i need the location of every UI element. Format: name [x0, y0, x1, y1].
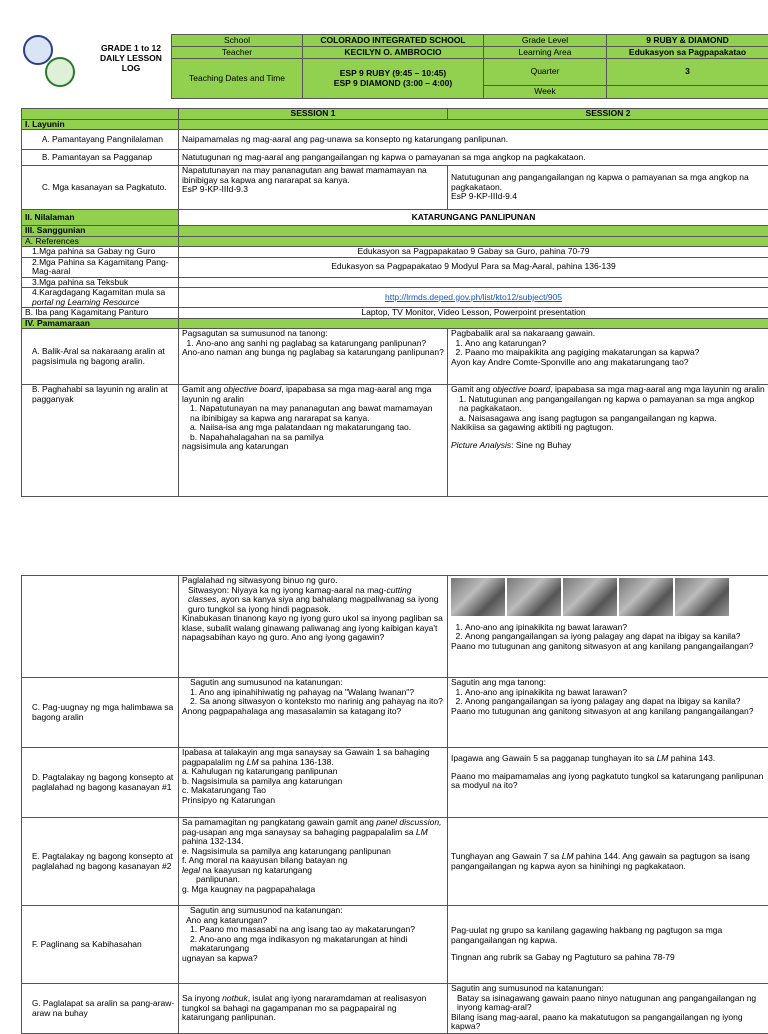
pamamaraan-b-session2: Gamit ang objective board, ipapabasa sa mga mag-aaral ang mga layunin ng aralin 1. Natutugunan ang pangangailangan ng kapwa o pamayanan sa mga angkop na pagkakataon. a. Naisasagawa ang isang pagtugon sa pangangailangan ng kapwa. Nakikiisa sa gagawing aktibiti ng pagtugon. Picture Analysis: Sine ng Buhay	[448, 385, 768, 497]
school-value: COLORADO INTEGRATED SCHOOL	[303, 35, 484, 47]
step-e-session1: Sa pamamagitan ng pangkatang gawain gamit ang panel discussion, pag-usapan ang mga sanaysay sa bahaging pagpapalalim sa LM pahina 132-134. e. Nagsisimula sa pamilya ang katarungang panlipunan f. Ang moral na kaayusan bilang batayan ng legal na kaayusan ng katarungang panlipunan. g. Mga kaugnay na pagpapahalaga	[179, 818, 448, 906]
layunin-c-session2: Natutugunan ang pangangailangan ng kapwa o pamayanan sa mga angkop na pagkakataon. EsP 9-KP-IIId-9.4	[448, 166, 768, 210]
dates-value: ESP 9 RUBY (9:45 – 10:45) ESP 9 DIAMOND (3:00 – 4:00)	[303, 59, 484, 99]
ref4-value	[179, 288, 768, 308]
deped-seal-icon	[23, 35, 53, 65]
lesson-table-page2	[21, 575, 768, 1034]
school-label: School	[172, 35, 303, 47]
logo-cell	[21, 35, 172, 99]
step-f-session2: Pag-uulat ng grupo sa kanilang gagawing hakbang ng pagtugon sa mga pangangailangan ng kapwa. Tingnan ang rubrik sa Gabay ng Pagtuturo sa pahina 78-79	[448, 906, 768, 984]
pamamaraan-a-session2: Pagbabalik aral sa nakaraang gawain. 1. Ano ang katarungan? 2. Paano mo maipakikita ang pagiging makatarungan sa kapwa? Ayon kay Andre Comte-Sponville ano ang makatarungang tao?	[448, 329, 768, 385]
nilalaman-label: II. Nilalaman	[22, 210, 179, 226]
layunin-a-label: A. Pamantayang Pangnilalaman	[22, 130, 179, 150]
references-label: A. References	[22, 236, 179, 247]
photo-1-icon	[451, 578, 505, 616]
teacher-label: Teacher	[172, 47, 303, 59]
grade-value: 9 RUBY & DIAMOND	[607, 35, 768, 47]
layunin-c-session1: Napatutunayan na may pananagutan ang bawat mamamayan na ibinibigay sa kapwa ang nararapat sa kanya. EsP 9-KP-IIId-9.3	[179, 166, 448, 210]
step-g-session2: Sagutin ang sumusunod na katanungan: Batay sa isinagawang gawain paano ninyo natugunan ang pangangailangan ng inyong kamag-aral? Bilang isang mag-aaral, paano ka makatutugon sa pangangailangan ng iyong kapwa?	[448, 984, 768, 1034]
ref2-value: Edukasyon sa Pagpapakatao 9 Modyul Para sa Mag-Aaral, pahina 136-139	[179, 257, 768, 277]
photo-5-icon	[675, 578, 729, 616]
step-c-session1: Sagutin ang sumusunod na katanungan: 1. Ano ang ipinahihiwatig ng pahayag na "Walang Iwanan"? 2. Sa anong sitwasyon o konteksto mo narinig ang pahayag na ito? Anong pagpapahalaga ang masasalamin sa katagang ito?	[179, 678, 448, 748]
nilalaman-value: KATARUNGANG PANLIPUNAN	[179, 210, 768, 226]
dll-title-line2: DAILY LESSON LOG	[100, 53, 162, 73]
photo-2-icon	[507, 578, 561, 616]
header-table	[21, 34, 768, 99]
teacher-value: KECILYN O. AMBROCIO	[303, 47, 484, 59]
area-label: Learning Area	[484, 47, 607, 59]
ref3-label: 3.Mga pahina sa Teksbuk	[22, 277, 179, 288]
step-c-session2: Sagutin ang mga tanong: 1. Ano-ano ang ipinakikita ng bawat larawan? 2. Anong pangangailangan sa iyong palagay ang dapat na ibigay sa kanila? Paano mo tutugunan ang ganitong sitwasyon at ang kanilang pangangailangan?	[448, 678, 768, 748]
session1-header: SESSION 1	[179, 109, 448, 120]
step-d-session2: Ipagawa ang Gawain 5 sa pagganap tunghayan ito sa LM pahina 143. Paano mo maipamamalas ang iyong pagkatuto tungkol sa katarungang panlipunan sa modyul na ito?	[448, 748, 768, 818]
pamamaraan-label: IV. Pamamaraan	[22, 318, 179, 329]
layunin-b-label: B. Pamantayan sa Pagganap	[22, 150, 179, 166]
step-e-label: E. Pagtalakay ng bagong konsepto at paglalahad ng bagong kasanayan #2	[22, 818, 179, 906]
grade-label: Grade Level	[484, 35, 607, 47]
step-e-session2: Tunghayan ang Gawain 7 sa LM pahina 144. Ang gawain sa pagtugon sa isang pangangailangan ng kapwa ayon sa hinihingi ng pagkakataon.	[448, 818, 768, 906]
quarter-value: 3	[607, 59, 768, 86]
cont-session2: 1. Ano-ano ang ipinakikita ng bawat larawan? 2. Anong pangangailangan sa iyong palagay ang dapat na ibigay sa kanila? Paano mo tutugunan ang ganitong sitwasyon at ang kanilang pangangailangan?	[448, 576, 768, 678]
lesson-table-page1	[21, 108, 768, 497]
step-d-session1: Ipabasa at talakayin ang mga sanaysay sa Gawain 1 sa bahaging pagpapalalim ng LM sa pahina 136-138. a. Kahulugan ng katarungang panlipunan b. Nagsisimula sa pamilya ang katarungan c. Makatarungang Tao Prinsipyo ng Katarungan	[179, 748, 448, 818]
ref-b-value: Laptop, TV Monitor, Video Lesson, Powerpoint presentation	[179, 308, 768, 319]
photo-3-icon	[563, 578, 617, 616]
week-value	[607, 86, 768, 99]
ref1-value: Edukasyon sa Pagpapakatao 9 Gabay sa Guro, pahina 70-79	[179, 247, 768, 258]
step-f-label: F. Paglinang sa Kabihasahan	[22, 906, 179, 984]
dates-label: Teaching Dates and Time	[172, 59, 303, 99]
step-c-label: C. Pag-uugnay ng mga halimbawa sa bagong aralin	[22, 678, 179, 748]
photo-4-icon	[619, 578, 673, 616]
school-seal-icon	[45, 57, 75, 87]
step-g-label: G. Paglalapat sa aralin sa pang-araw-araw na buhay	[22, 984, 179, 1034]
pamamaraan-b-label: B. Paghahabi sa layunin ng aralin at pagganyak	[22, 385, 179, 497]
pamamaraan-a-session1: Pagsagutan sa sumusunod na tanong: 1. Ano-ano ang sanhi ng paglabag sa katarungang panlipunan? Ano-ano naman ang bunga ng paglabag sa katarungang panlipunan?	[179, 329, 448, 385]
step-f-session1: Sagutin ang sumusunod na katanungan: Ano ang katarungan? 1. Paano mo masasabi na ang isang tao ay makatarungan? 2. Ano-ano ang mga indikasyon ng makatarungan at hindi makatarungang ugnayan sa kapwa?	[179, 906, 448, 984]
dll-title-line1: GRADE 1 to 12	[101, 43, 161, 53]
pamamaraan-a-label: A. Balik-Aral sa nakaraang aralin at pagsisimula ng bagong aralin.	[22, 329, 179, 385]
quarter-label: Quarter	[484, 59, 607, 86]
lrmds-link[interactable]: http://lrmds.deped.gov.ph/list/kto12/subject/905	[385, 292, 562, 302]
ref3-value	[179, 277, 768, 288]
layunin-c-label: C. Mga kasanayan sa Pagkatuto.	[22, 166, 179, 210]
cont-session1: Paglalahad ng sitwasyong binuo ng guro. Sitwasyon: Niyaya ka ng iyong kamag-aaral na mag-cutting classes, ayon sa kanya siya ang bahalang magpaliwanag sa iyong guro tungkol sa iyong hindi pagpasok. Kinabukasan tinanong kayo ng iyong guro ukol sa inyong pagliban sa klase, subalit walang ginawang paliwanag ang iyong kaibigan kaya't napagsabihan kayo ng guro. Ano ang iyong gagawin?	[179, 576, 448, 678]
area-value: Edukasyon sa Pagpapakatao	[607, 47, 768, 59]
layunin-label: I. Layunin	[22, 119, 179, 130]
step-d-label: D. Pagtalakay ng bagong konsepto at paglalahad ng bagong kasanayan #1	[22, 748, 179, 818]
ref4-label: 4.Karagdagang Kagamitan mula sa portal ng Learning Resource	[22, 288, 179, 308]
pamamaraan-b-session1: Gamit ang objective board, ipapabasa sa mga mag-aaral ang mga layunin ng aralin 1. Napatutunayan na may pananagutan ang bawat mamamayan na ibinibigay sa kapwa ang nararapat sa kanya. a. Naiisa-isa ang mga palatandaan ng makatarungang tao. b. Napahahalagahan na sa pamilya nagsisimula ang katarungan	[179, 385, 448, 497]
session2-header: SESSION 2	[448, 109, 768, 120]
layunin-a-text: Naipamamalas ng mag-aaral ang pag-unawa sa konsepto ng katarungang panlipunan.	[179, 130, 768, 150]
ref1-label: 1.Mga pahina sa Gabay ng Guro	[22, 247, 179, 258]
ref-b-label: B. Iba pang Kagamitang Panturo	[22, 308, 179, 319]
week-label: Week	[484, 86, 607, 99]
step-g-session1: Sa inyong notbuk, isulat ang iyong nararamdaman at realisasyon tungkol sa bahagi na gagampanan mo sa pagpapairal ng katarungang panlipunan.	[179, 984, 448, 1034]
picture-strip	[451, 578, 765, 619]
layunin-b-text: Natutugunan ng mag-aaral ang pangangailangan ng kapwa o pamayanan sa mga angkop na pagkakataon.	[179, 150, 768, 166]
ref2-label: 2.Mga Pahina sa Kagamitang Pang-Mag-aaral	[22, 257, 179, 277]
sanggunian-label: III. Sanggunian	[22, 226, 179, 237]
